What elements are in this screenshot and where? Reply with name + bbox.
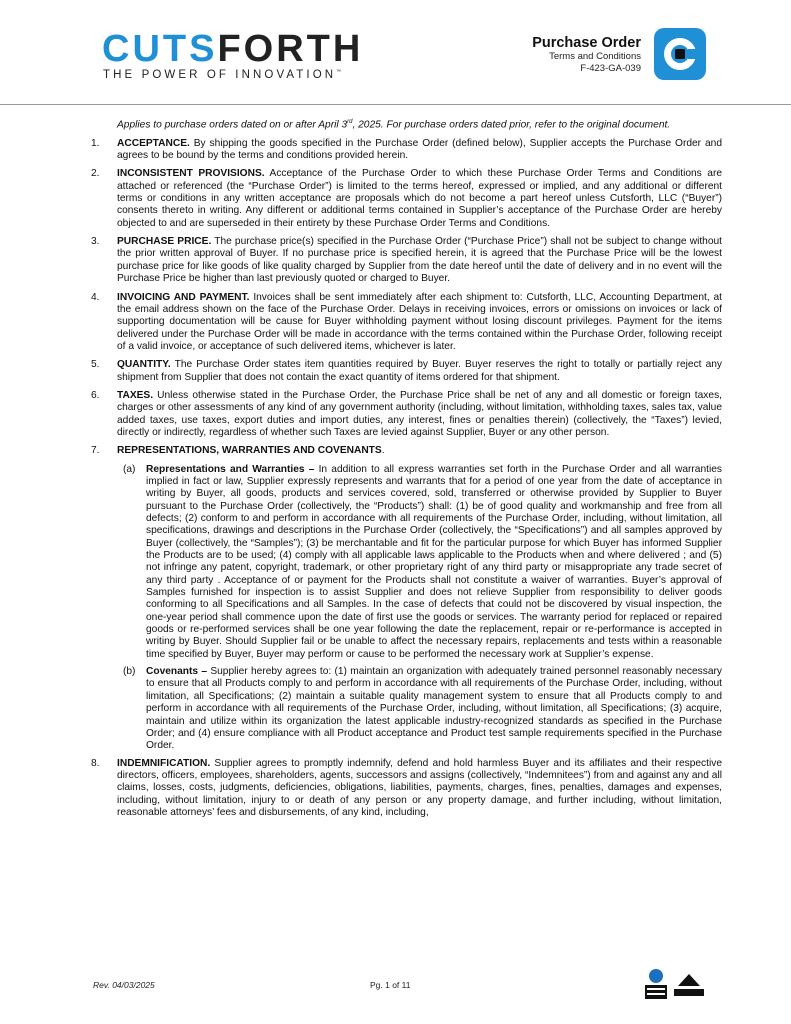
section-text: . (381, 445, 385, 457)
section-6 (90, 390, 722, 439)
section-text: By shipping the goods specified in the Purchase Order (defined below), Supplier accepts the Purchase Order and agrees to be bound by the terms and conditions provided herein. (117, 137, 722, 162)
subsection-number: (a) (123, 463, 136, 475)
section-number: 5. (91, 359, 100, 371)
section-number: 2. (91, 168, 100, 180)
section-text: The purchase price(s) specified in the Purchase Order (“Purchase Price”) shall not be subject to change without the prior written approval of Buyer. If no purchase price is specified herein, it is agreed that the Purchase Price will be the lowest purchase price for like goods of like quality charged by Supplier from the date hereof until the date of delivery and in no event will the Purchase Price be higher than last previously quoted or charged to Buyer. (117, 236, 722, 285)
document-subtitle: Terms and Conditions (549, 51, 641, 62)
section-7 (90, 445, 722, 457)
section-text: Acceptance of the Purchase Order to which these Purchase Order Terms and Conditions are attached or referenced (the “Purchase Order”) is limited to the terms hereof, expressed or implied, and any additional or different terms or conditions in any written acceptance are proposals which do not become a part hereof unless Cutsforth, LLC (“Buyer”) consents thereto in writing. Any different or additional terms contained in Supplier’s acceptance of the Purchase Order are hereby objected to and are superseded in their entirety by these Purchase Order Terms and Conditions. (117, 168, 722, 229)
section-number: 3. (91, 236, 100, 248)
section-title: ACCEPTANCE. (117, 137, 190, 149)
page-number: Pg. 1 of 11 (370, 980, 411, 990)
document-body (90, 116, 722, 825)
section-4 (90, 292, 722, 354)
subsection-title: Representations and Warranties – (146, 463, 315, 475)
c-logo-icon (654, 28, 706, 80)
header-divider (0, 104, 791, 105)
section-number: 7. (91, 445, 100, 457)
section-8: 8. INDEMNIFICATION. Supplier agrees to promptly indemnify, defend and hold harmless Buyer and its affiliates and their respective directors, officers, employees, shareholders, agents, successors and assigns (collectively, “Indemnitees”) from and against any and all claims, losses, costs, judgments, deficiencies, obligations, liabilities, payments, charges, fines, penalties, damages and expenses, including, without limitation, injury to or death of any person or any property damage, and further including, without limitation, reasonable attorneys’ fees and disbursements, of any kind, including, (91, 757, 722, 818)
section-title: REPRESENTATIONS, WARRANTIES AND COVENANTS (117, 445, 382, 457)
subsection-text: Supplier hereby agrees to: (1) maintain an organization with adequately trained personnel reasonably necessary to ensure that all Products comply to and perform in accordance with all requirements of the Purchase Order, including, without limitation, all Specifications; (2) maintain a suitable quality management system to ensure that all Products comply to and perform in accordance with all requirements of the Purchase Order, including, without limitation, all Specifications; (3) acquire, maintain and utilize within its organization the latest applicable industry-recognized standards as specified in the Purchase Order; and (4) ensure compliance with all Product acceptance and Product test sample requirements specified in the Purchase Order. (146, 666, 722, 752)
section-text: Invoices shall be sent immediately after each shipment to: Cutsforth, LLC, Accounting Department, at the email address shown on the face of the Purchase Order. Delays in receiving invoices, errors or omissions on invoices or lack of supporting documentation will be cause for Buyer withholding payment without losing discount privileges. Payment for the items delivered under the Purchase Order will be made in accordance with the terms contained within the Purchase Order, following receipt of a valid invoice, or acceptance of such delivered items, whichever is later. (117, 291, 723, 352)
section-1 (90, 138, 722, 163)
intro-note: Applies to purchase orders dated on or after April 3rd, 2025. For purchase orders dated prior, refer to the original document. (117, 119, 671, 131)
section-number: 4. (91, 291, 100, 303)
logo-tagline: THE POWER OF INNOVATION™ (103, 69, 342, 81)
section-text: Unless otherwise stated in the Purchase Order, the Purchase Price shall be net of any and all domestic or foreign taxes, charges or other assessments of any kind of any government authority (including, without limitation, withholding taxes, sales tax, value added taxes, use taxes, export duties and import duties, any interest, fines or penalties therein) (collectively, the “Taxes”) levied, directly or indirectly, regardless of whether such Taxes are levied against Supplier, Buyer or any other person. (117, 389, 722, 438)
section-5 (90, 359, 722, 384)
section-number: 6. (91, 389, 100, 401)
subsection-a (90, 464, 722, 662)
section-2 (90, 168, 722, 230)
section-title: INVOICING AND PAYMENT. (117, 291, 250, 303)
section-title: QUANTITY. (117, 359, 171, 371)
section-title: PURCHASE PRICE. (117, 236, 212, 248)
section-text: Supplier agrees to promptly indemnify, defend and hold harmless Buyer and its affiliates and their respective directors, officers, employees, shareholders, agents, successors and assigns (collectively, “Indemnitees”) from and against any and all claims, losses, costs, judgments, deficiencies, obligations, liabilities, payments, charges, fines, penalties, damages and expenses, including, without limitation, injury to or death of any person or any property damage, and further including, without limitation, reasonable attorneys’ fees and disbursements, of any kind, including, (117, 757, 722, 818)
subsection-number: (b) (123, 666, 136, 678)
revision-date: Rev. 04/03/2025 (93, 980, 155, 990)
section-title: TAXES. (117, 389, 154, 401)
anab-accreditation-icon (672, 972, 706, 998)
subsection-title: Covenants – (146, 666, 208, 678)
document-title-block (532, 35, 641, 75)
subsection-b (90, 666, 722, 752)
cutsforth-logo: CUTSFORTH (102, 28, 364, 70)
document-header (0, 0, 791, 104)
section-3 (90, 236, 722, 285)
section-number: 1. (91, 137, 100, 149)
iso-certification-icon (643, 967, 669, 1001)
section-title: INCONSISTENT PROVISIONS. (117, 168, 265, 180)
section-title: INDEMNIFICATION. (117, 757, 211, 769)
document-code: F-423-GA-039 (580, 63, 641, 74)
section-text: The Purchase Order states item quantities required by Buyer. Buyer reserves the right to totally or partially reject any shipment from Supplier that does not contain the exact quantity of items ordered for that shipment. (117, 359, 722, 383)
document-title: Purchase Order (532, 35, 641, 51)
subsection-text: In addition to all express warranties set forth in the Purchase Order and all warranties implied in fact or law, Supplier expressly represents and warrants that for a period of one year from the date of acceptance in writing by Buyer, all goods, products and services covered, sold, transferred or otherwise provided by Supplier to Buyer pursuant to the Purchase Order (collectively, the “Products”) shall: (1) be of good quality and workmanship and free from all defects; (2) conform to and perform in accordance with all requirements of the Purchase Order, including, without limitation, all specifications, drawings and descriptions in the Purchase Order (collectively, the “Specifications”) and all samples approved by Buyer (collectively, the “Samples”); (3) be merchantable and fit for the particular purpose for which Buyer has informed Supplier the Products are to be used; (4) comply with all applicable laws applicable to the Products when and where delivered ; and (5) not infringe any patent, copyright, trademark, or other proprietary right of any third party or misappropriate any trade secret of any third party . Acceptance of or payment for the Products shall not constitute a waiver of warranties. Buyer’s approval of Samples furnished for inspection is to assist Supplier and does not relieve Supplier from responsibility to deliver goods conforming to all Specifications and all Samples. In the case of defects that could not be discovered by visual inspection, the one-year period shall commence upon the date of first use the goods or services. The warranty period for replaced or repaired goods or re-performed services shall be one year following the date the replacement, repair or re-performance is accepted in writing by Buyer. Should Supplier fail or be unable to affect the necessary repairs, replacements and tests within a reasonable time specified by Buyer, Buyer may perform or cause to be performed the necessary work at Supplier’s expense. (146, 463, 722, 660)
